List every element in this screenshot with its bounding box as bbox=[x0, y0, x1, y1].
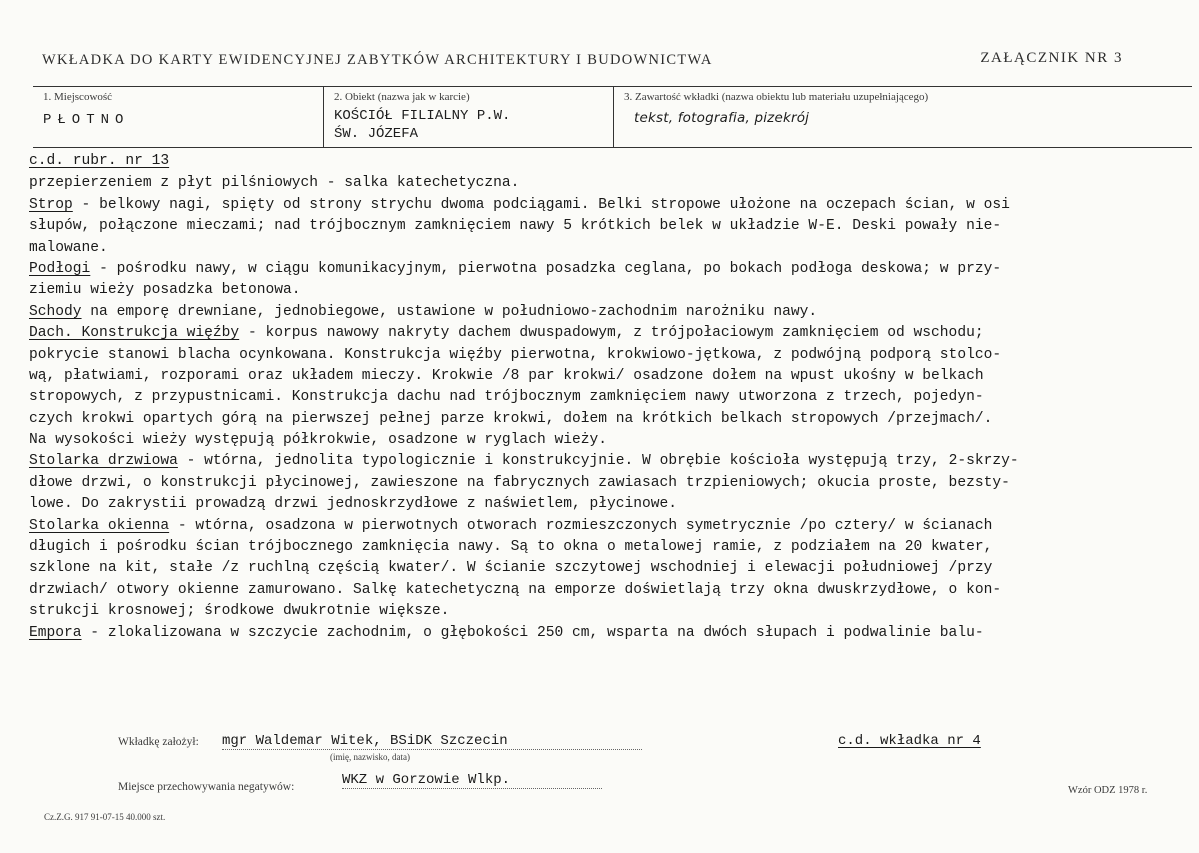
field-content-value: tekst, fotografia, pizekrój bbox=[634, 110, 810, 126]
body-text-run: pokrycie stanowi blacha ocynkowana. Konstrukcja więźby pierwotna, krokwiowo-jętkowa, z podwójną podporą stolco- bbox=[29, 346, 1002, 363]
body-text-run: drzwiach/ otwory okienne zamurowano. Salkę katechetyczną na emporze doświetlają trzy okna dwuskrzydłowe, o kon- bbox=[29, 581, 1002, 598]
body-text-run: stropowych, z przypustnicami. Konstrukcja dachu nad trójbocznym zamknięciem nawy utworzona z trzech, pojedyn- bbox=[29, 389, 984, 406]
body-line bbox=[29, 259, 1193, 280]
body-line bbox=[29, 173, 1193, 194]
body-line bbox=[29, 430, 1193, 451]
section-heading: Empora bbox=[29, 624, 82, 641]
header-fields-table bbox=[33, 86, 1192, 148]
body-line bbox=[29, 623, 1193, 644]
annex-number: ZAŁĄCZNIK NR 3 bbox=[980, 50, 1123, 66]
body-text-run: - pośrodku nawy, w ciągu komunikacyjnym, pierwotna posadzka ceglana, po bokach podłoga deskowa; w przy- bbox=[90, 260, 1002, 277]
body-line bbox=[29, 558, 1193, 579]
body-text-run: - belkowy nagi, spięty od strony strychu dwoma podciągami. Belki stropowe ułożone na oczepach ścian, w osi bbox=[72, 196, 1010, 213]
field-content bbox=[613, 87, 1193, 147]
continuation-header: c.d. rubr. nr 13 bbox=[29, 153, 170, 169]
body-text-run: słupów, połączone mieczami; nad trójbocznym zamknięciem nawy 5 krótkich belek w układzie W-E. Deski powały nie- bbox=[29, 218, 1002, 235]
body-line bbox=[29, 537, 1193, 558]
body-text-run: długich i pośrodku ścian trójbocznego zamknięcia nawy. Są to okna o metalowej ramie, z podziałem na 20 kwater, bbox=[29, 539, 993, 556]
body-lines bbox=[29, 173, 1193, 644]
field-object-value-line2: ŚW. JÓZEFA bbox=[334, 126, 419, 142]
field-place-value: PŁOTNO bbox=[43, 112, 130, 128]
body-text-run: wą, płatwiami, rozporami oraz układem mieczy. Krokwie /8 par krokwi/ osadzone dołem na wpust ukośny w belkach bbox=[29, 367, 984, 384]
field-object bbox=[323, 87, 614, 147]
body-text-run: - korpus nawowy nakryty dachem dwuspadowym, z trójpołaciowym zamknięciem od wschodu; bbox=[239, 325, 984, 342]
field-content-label: 3. Zawartość wkładki (nazwa obiektu lub materiału uzupełniającego) bbox=[624, 91, 929, 103]
form-title: WKŁADKA DO KARTY EWIDENCYJNEJ ZABYTKÓW ARCHITEKTURY I BUDOWNICTWA bbox=[42, 52, 713, 68]
field-object-value-line1: KOŚCIÓŁ FILIALNY P.W. bbox=[334, 108, 511, 124]
body-line bbox=[29, 409, 1193, 430]
body-text-run: dłowe drzwi, o konstrukcji płycinowej, zawieszone na fabrycznych zawiasach trzpieniowych; okucia proste, bezsty- bbox=[29, 474, 1010, 491]
body-text-run: szklone na kit, stałe /z ruchlną częścią kwater/. W ścianie szczytowej wschodniej i elewacji południowej /przy bbox=[29, 560, 993, 577]
body-line bbox=[29, 238, 1193, 259]
body-line bbox=[29, 580, 1193, 601]
body-text-run: strukcji krosnowej; środkowe dwukrotnie większe. bbox=[29, 603, 450, 620]
body-line bbox=[29, 451, 1193, 472]
body-line bbox=[29, 473, 1193, 494]
print-info: Cz.Z.G. 917 91-07-15 40.000 szt. bbox=[44, 812, 166, 822]
body-text-run: na emporę drewniane, jednobiegowe, ustawione w południowo-zachodnim narożniku nawy. bbox=[81, 303, 818, 320]
storage-value: WKZ w Gorzowie Wlkp. bbox=[342, 772, 602, 789]
document-body bbox=[29, 151, 1193, 644]
author-value: mgr Waldemar Witek, BSiDK Szczecin bbox=[222, 733, 642, 750]
template-info: Wzór ODZ 1978 r. bbox=[1068, 785, 1148, 796]
body-text-run: lowe. Do zakrystii prowadzą drzwi jednoskrzydłowe z naświetlem, płycinowe. bbox=[29, 496, 678, 513]
author-label: Wkładkę założył: bbox=[118, 736, 199, 748]
next-insert-note: c.d. wkładka nr 4 bbox=[838, 733, 981, 749]
section-heading: Stolarka okienna bbox=[29, 517, 170, 534]
body-line bbox=[29, 195, 1193, 216]
body-text-run: - wtórna, jednolita typologicznie i konstrukcyjnie. W obrębie kościoła występują trzy, 2-skrzy- bbox=[177, 453, 1019, 470]
body-text-run: - wtórna, osadzona w pierwotnych otworach rozmieszczonych symetrycznie /po cztery/ w ścianach bbox=[169, 517, 993, 534]
author-hint: (imię, nazwisko, data) bbox=[330, 752, 410, 762]
field-place-label: 1. Miejscowość bbox=[43, 91, 113, 103]
body-text-run: czych krokwi opartych górą na pierwszej pełnej parze krokwi, dołem na krótkich belkach stropowych /przejmach/. bbox=[29, 410, 993, 427]
field-object-label: 2. Obiekt (nazwa jak w karcie) bbox=[334, 91, 470, 103]
field-place bbox=[33, 87, 323, 147]
body-text-run: Na wysokości wieży występują półkrokwie, osadzone w ryglach wieży. bbox=[29, 432, 608, 449]
body-text-run: przepierzeniem z płyt pilśniowych - salka katechetyczna. bbox=[29, 175, 520, 192]
section-heading: Dach. Konstrukcja więźby bbox=[29, 325, 240, 342]
body-text-run: - zlokalizowana w szczycie zachodnim, o głębokości 250 cm, wsparta na dwóch słupach i podwalinie balu- bbox=[81, 624, 984, 641]
body-line bbox=[29, 302, 1193, 323]
body-text-run: ziemiu wieży posadzka betonowa. bbox=[29, 282, 301, 299]
body-line bbox=[29, 601, 1193, 622]
body-line bbox=[29, 345, 1193, 366]
storage-label: Miejsce przechowywania negatywów: bbox=[118, 781, 295, 793]
body-line bbox=[29, 216, 1193, 237]
body-line bbox=[29, 387, 1193, 408]
body-line bbox=[29, 280, 1193, 301]
body-line bbox=[29, 494, 1193, 515]
section-heading: Podłogi bbox=[29, 260, 91, 277]
section-heading: Schody bbox=[29, 303, 82, 320]
body-text-run: malowane. bbox=[29, 239, 108, 256]
section-heading: Stolarka drzwiowa bbox=[29, 453, 178, 470]
body-line bbox=[29, 323, 1193, 344]
body-line bbox=[29, 516, 1193, 537]
section-heading: Strop bbox=[29, 196, 73, 213]
body-line bbox=[29, 366, 1193, 387]
